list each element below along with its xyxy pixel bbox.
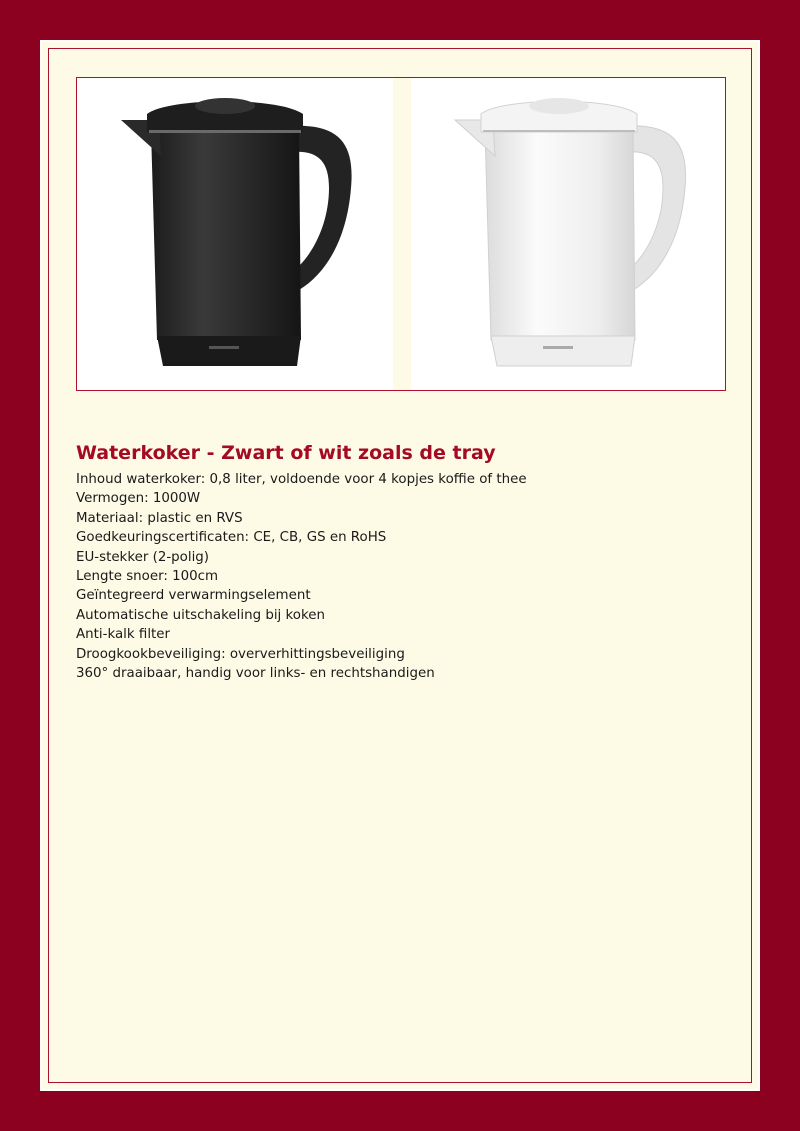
black-kettle-image bbox=[77, 78, 393, 390]
spec-item: Vermogen: 1000W bbox=[76, 491, 201, 507]
product-photo-frame bbox=[76, 77, 726, 391]
spec-item: Anti-kalk filter bbox=[76, 627, 171, 643]
spec-item: Lengte snoer: 100cm bbox=[76, 569, 219, 585]
spec-item: Automatische uitschakeling bij koken bbox=[76, 607, 325, 623]
spec-item: Geïntegreerd verwarmingselement bbox=[76, 588, 311, 604]
spec-item: Goedkeuringscertificaten: CE, CB, GS en RoHS bbox=[76, 530, 387, 546]
spec-item: EU-stekker (2-polig) bbox=[76, 549, 210, 565]
white-kettle-image bbox=[411, 78, 725, 390]
spec-item: Droogkookbeveiliging: oververhittingsbeveiliging bbox=[76, 646, 405, 662]
spec-item: Materiaal: plastic en RVS bbox=[76, 510, 243, 526]
spec-item: 360° draaibaar, handig voor links- en rechtshandigen bbox=[76, 666, 435, 682]
spec-item: Inhoud waterkoker: 0,8 liter, voldoende voor 4 kopjes koffie of thee bbox=[76, 472, 527, 487]
spec-list bbox=[76, 470, 527, 683]
page bbox=[40, 40, 760, 1091]
product-title: Waterkoker - Zwart of wit zoals de tray bbox=[76, 442, 496, 464]
